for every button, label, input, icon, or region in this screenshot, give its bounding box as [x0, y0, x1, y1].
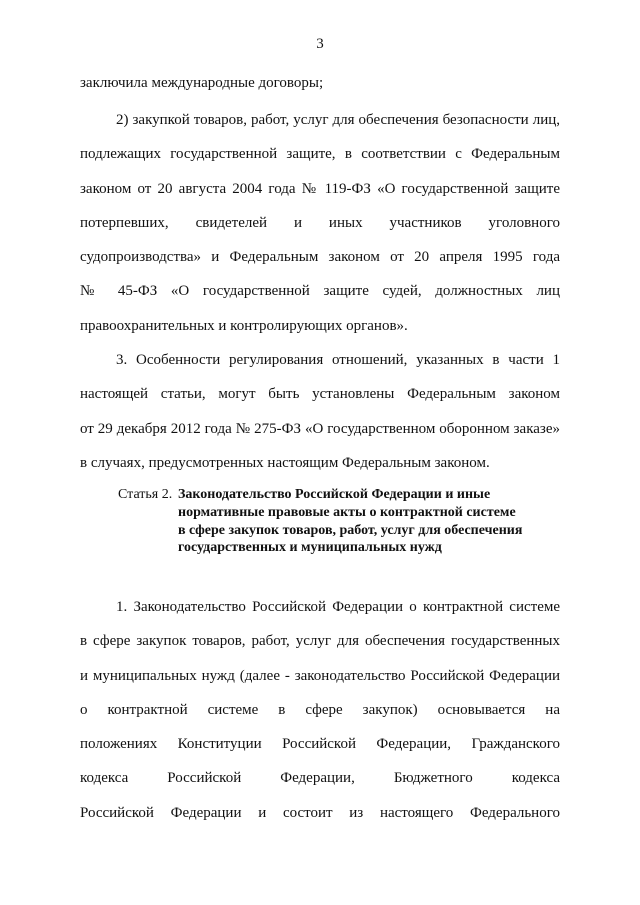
- article-title-line: в сфере закупок товаров, работ, услуг для обеспечения: [178, 522, 523, 538]
- text-line: 3. Особенности регулирования отношений, указанных в части 1: [116, 352, 560, 368]
- article-title-line: нормативные правовые акты о контрактной системе: [178, 504, 516, 520]
- text-line: подлежащих государственной защите, в соответствии с Федеральным: [80, 146, 560, 163]
- text-line: в сфере закупок товаров, работ, услуг для обеспечения государственных: [80, 633, 560, 650]
- text-line: потерпевших, свидетелей и иных участников уголовного: [80, 214, 560, 231]
- article-number: Статья 2.: [118, 487, 173, 502]
- text-line: судопроизводства» и Федеральным законом от 20 апреля 1995 года: [80, 249, 560, 266]
- article-title: [178, 486, 522, 557]
- page-number: 3: [316, 36, 324, 52]
- text-line: настоящей статьи, могут быть установлены Федеральным законом: [80, 386, 560, 403]
- text-line: в случаях, предусмотренных настоящим Федеральным законом.: [80, 454, 490, 471]
- paragraph-continuation: [80, 66, 560, 100]
- text-line: о контрактной системе в сфере закупок) основывается на: [80, 701, 560, 718]
- text-line: от 29 декабря 2012 года № 275-ФЗ «О государственном оборонном заказе»: [80, 420, 560, 437]
- text-line: положениях Конституции Российской Федерации, Гражданского: [80, 736, 560, 753]
- paragraph-item-3: [80, 343, 560, 480]
- text-line: заключила международные договоры;: [80, 75, 324, 91]
- text-line: 2) закупкой товаров, работ, услуг для обеспечения безопасности лиц,: [116, 112, 560, 128]
- article-title-line: государственных и муниципальных нужд: [178, 540, 442, 556]
- article-title-line: Законодательство Российской Федерации и иные: [178, 487, 491, 502]
- text-line: законом от 20 августа 2004 года № 119-ФЗ «О государственной защите: [80, 180, 560, 197]
- text-line: Российской Федерации и состоит из настоящего Федерального: [80, 804, 560, 821]
- text-line: № 45-ФЗ «О государственной защите судей, должностных лиц: [80, 283, 560, 300]
- text-line: правоохранительных и контролирующих органов».: [80, 317, 408, 334]
- text-line: и муниципальных нужд (далее - законодательство Российской Федерации: [80, 667, 560, 684]
- article-2-paragraph-1: [80, 590, 560, 830]
- text-line: кодекса Российской Федерации, Бюджетного кодекса: [80, 770, 560, 787]
- text-line: 1. Законодательство Российской Федерации о контрактной системе: [116, 599, 560, 615]
- paragraph-item-2: [80, 103, 560, 343]
